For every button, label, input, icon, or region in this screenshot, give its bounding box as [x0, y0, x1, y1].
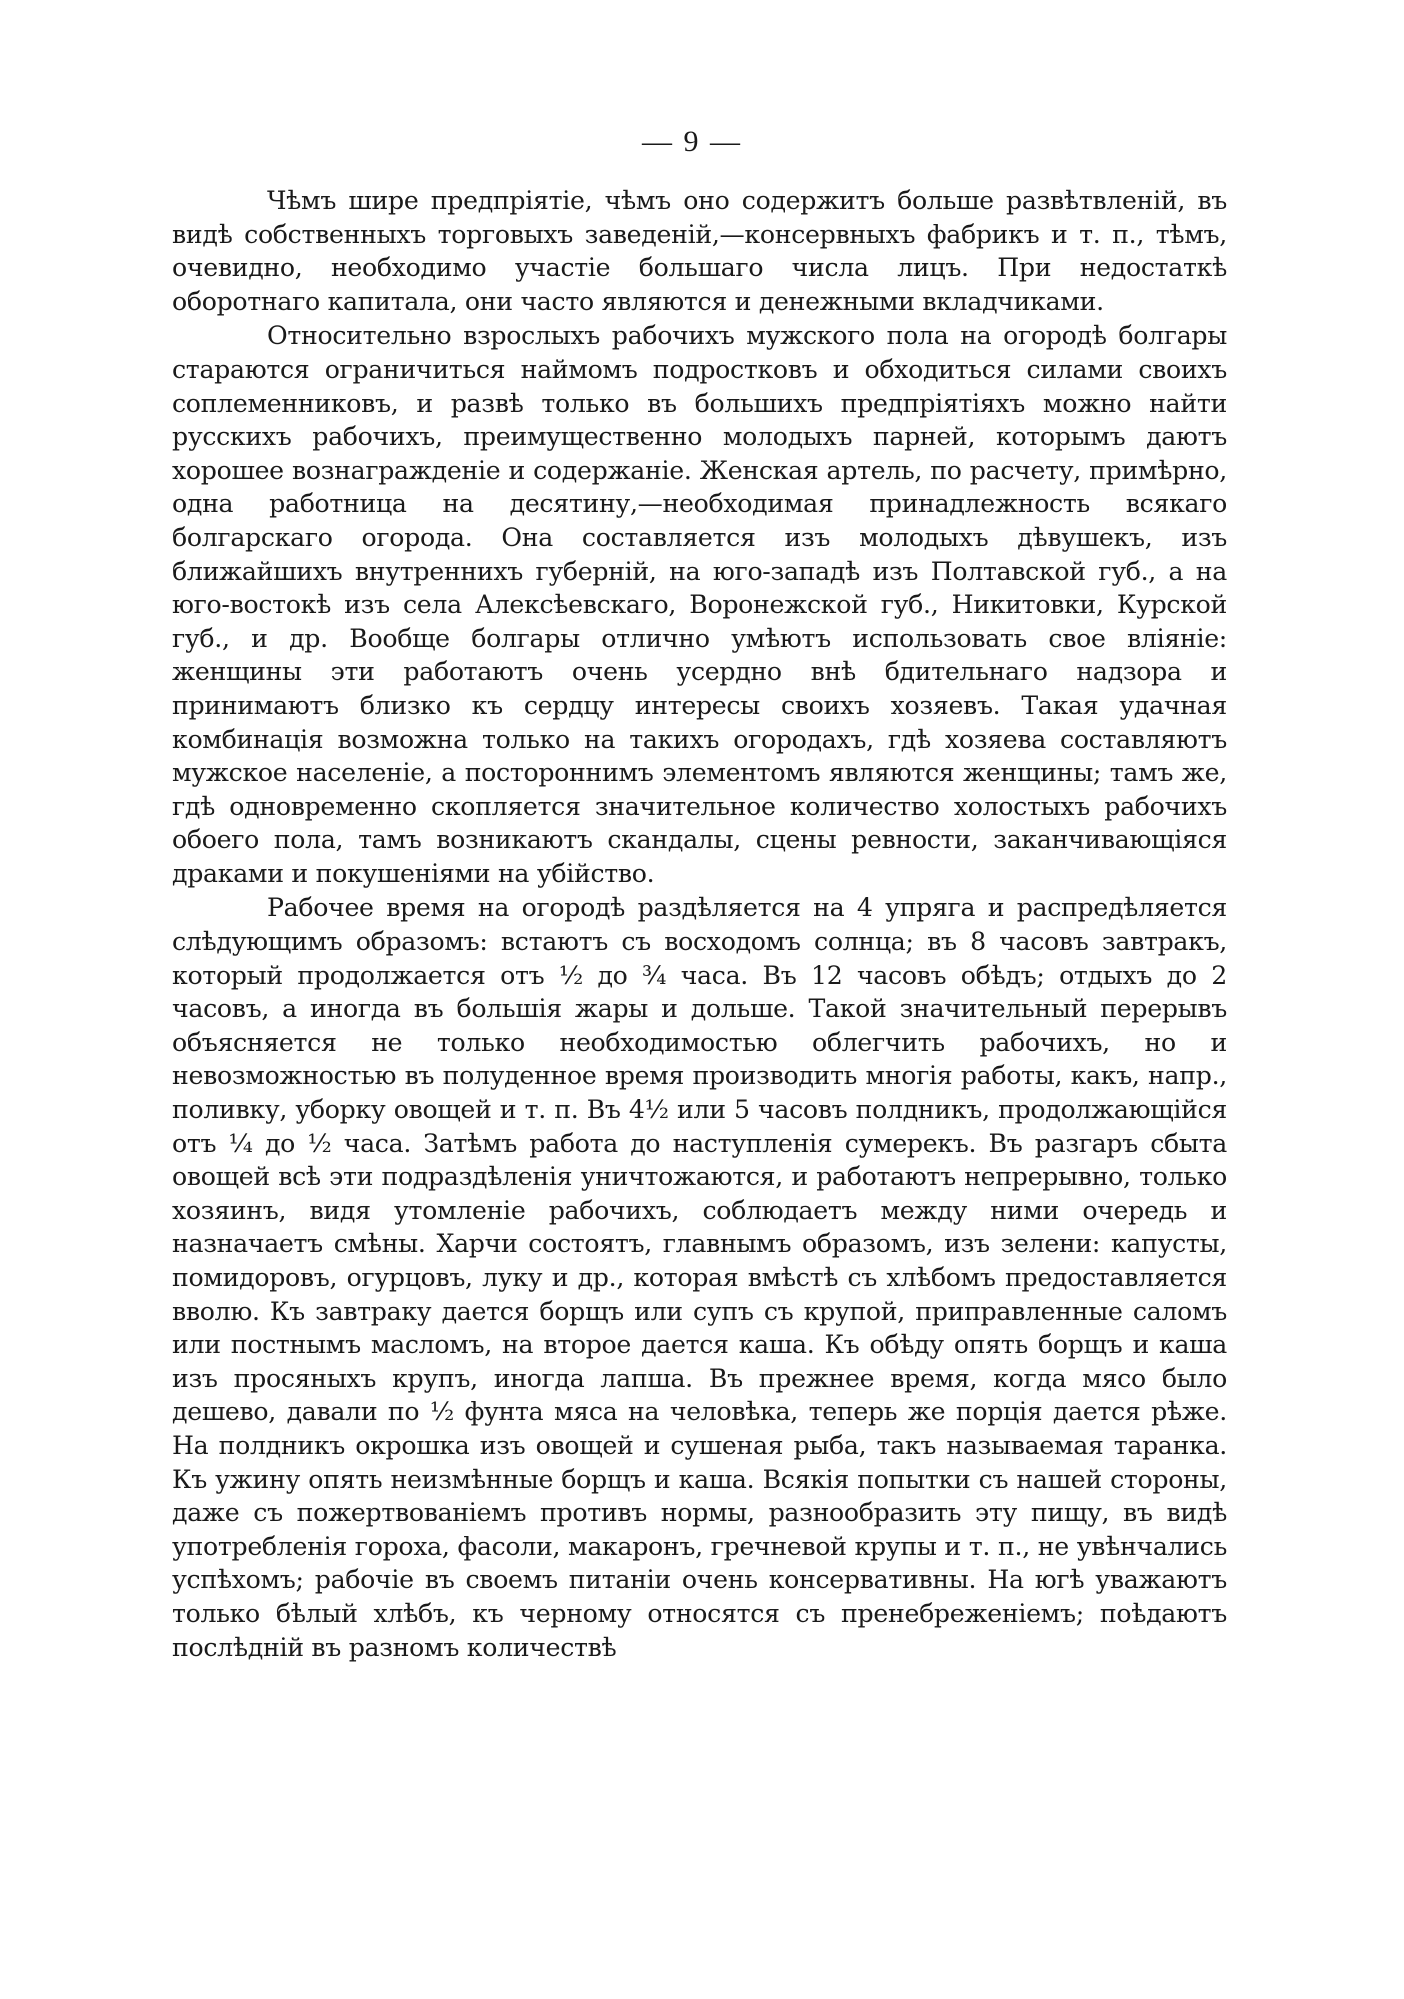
paragraph-2: Относительно взрослыхъ рабочихъ мужского пола на огородѣ болгары стараются ограничиться наймомъ подростковъ и обходиться силами своихъ соплеменниковъ, и развѣ только въ большихъ предпріятіяхъ можно найти русскихъ рабочихъ, преимущественно молодыхъ парней, которымъ даютъ хорошее вознагражденіе и содержаніе. Женская артель, по расчету, примѣрно, одна работница на десятину,—необходимая принадлежность всякаго болгарскаго огорода. Она составляется изъ молодыхъ дѣвушекъ, изъ ближайшихъ внутреннихъ губерній, на юго-западѣ изъ Полтавской губ., а на юго-востокѣ изъ села Алексѣевскаго, Воронежской губ., Никитовки, Курской губ., и др. Вообще болгары отлично умѣютъ использовать свое вліяніе: женщины эти работаютъ очень усердно внѣ бдительнаго надзора и принимаютъ близко къ сердцу интересы своихъ хозяевъ. Такая удачная комбинація возможна только на такихъ огородахъ, гдѣ хозяева составляютъ мужское населеніе, а постороннимъ элементомъ являются женщины; тамъ же, гдѣ одновременно скопляется значительное количество холостыхъ рабочихъ обоего пола, тамъ возникаютъ скандалы, сцены ревности, заканчивающіяся драками и покушеніями на убійство. [172, 321, 1227, 888]
paragraph-1: Чѣмъ шире предпріятіе, чѣмъ оно содержитъ больше развѣтвленій, въ видѣ собственныхъ торговыхъ заведеній,—консервныхъ фабрикъ и т. п., тѣмъ, очевидно, необходимо участіе большаго числа лицъ. При недостаткѣ оборотнаго капитала, они часто являются и денежными вкладчиками. [172, 186, 1227, 316]
paragraph-3: Рабочее время на огородѣ раздѣляется на 4 упряга и распредѣляется слѣдующимъ образомъ: встаютъ съ восходомъ солнца; въ 8 часовъ завтракъ, который продолжается отъ ½ до ¾ часа. Въ 12 часовъ обѣдъ; отдыхъ до 2 часовъ, а иногда въ большія жары и дольше. Такой значительный перерывъ объясняется не только необходимостью облегчить рабочихъ, но и невозможностью въ полуденное время производить многія работы, какъ, напр., поливку, уборку овощей и т. п. Въ 4½ или 5 часовъ полдникъ, продолжающійся отъ ¼ до ½ часа. Затѣмъ работа до наступленія сумерекъ. Въ разгаръ сбыта овощей всѣ эти подраздѣленія уничтожаются, и работаютъ непрерывно, только хозяинъ, видя утомленіе рабочихъ, соблюдаетъ между ними очередь и назначаетъ смѣны. Харчи состоятъ, главнымъ образомъ, изъ зелени: капусты, помидоровъ, огурцовъ, луку и др., которая вмѣстѣ съ хлѣбомъ предоставляется вволю. Къ завтраку дается борщъ или супъ съ крупой, приправленные саломъ или постнымъ масломъ, на второе дается каша. Къ обѣду опять борщъ и каша изъ просяныхъ крупъ, иногда лапша. Въ прежнее время, когда мясо было дешево, давали по ½ фунта мяса на человѣка, теперь же порція дается рѣже. На полдникъ окрошка изъ овощей и сушеная рыба, такъ называемая таранка. Къ ужину опять неизмѣнные борщъ и каша. Всякія попытки съ нашей стороны, даже съ пожертвованіемъ противъ нормы, разнообразить эту пищу, въ видѣ употребленія гороха, фасоли, макаронъ, гречневой крупы и т. п., не увѣнчались успѣхомъ; рабочіе въ своемъ питаніи очень консервативны. На югѣ уважаютъ только бѣлый хлѣбъ, къ черному относятся съ пренебреженіемъ; поѣдаютъ послѣдній въ разномъ количествѣ [172, 893, 1227, 1662]
page-number: — 9 — [642, 125, 742, 158]
body-text [172, 184, 1227, 1664]
